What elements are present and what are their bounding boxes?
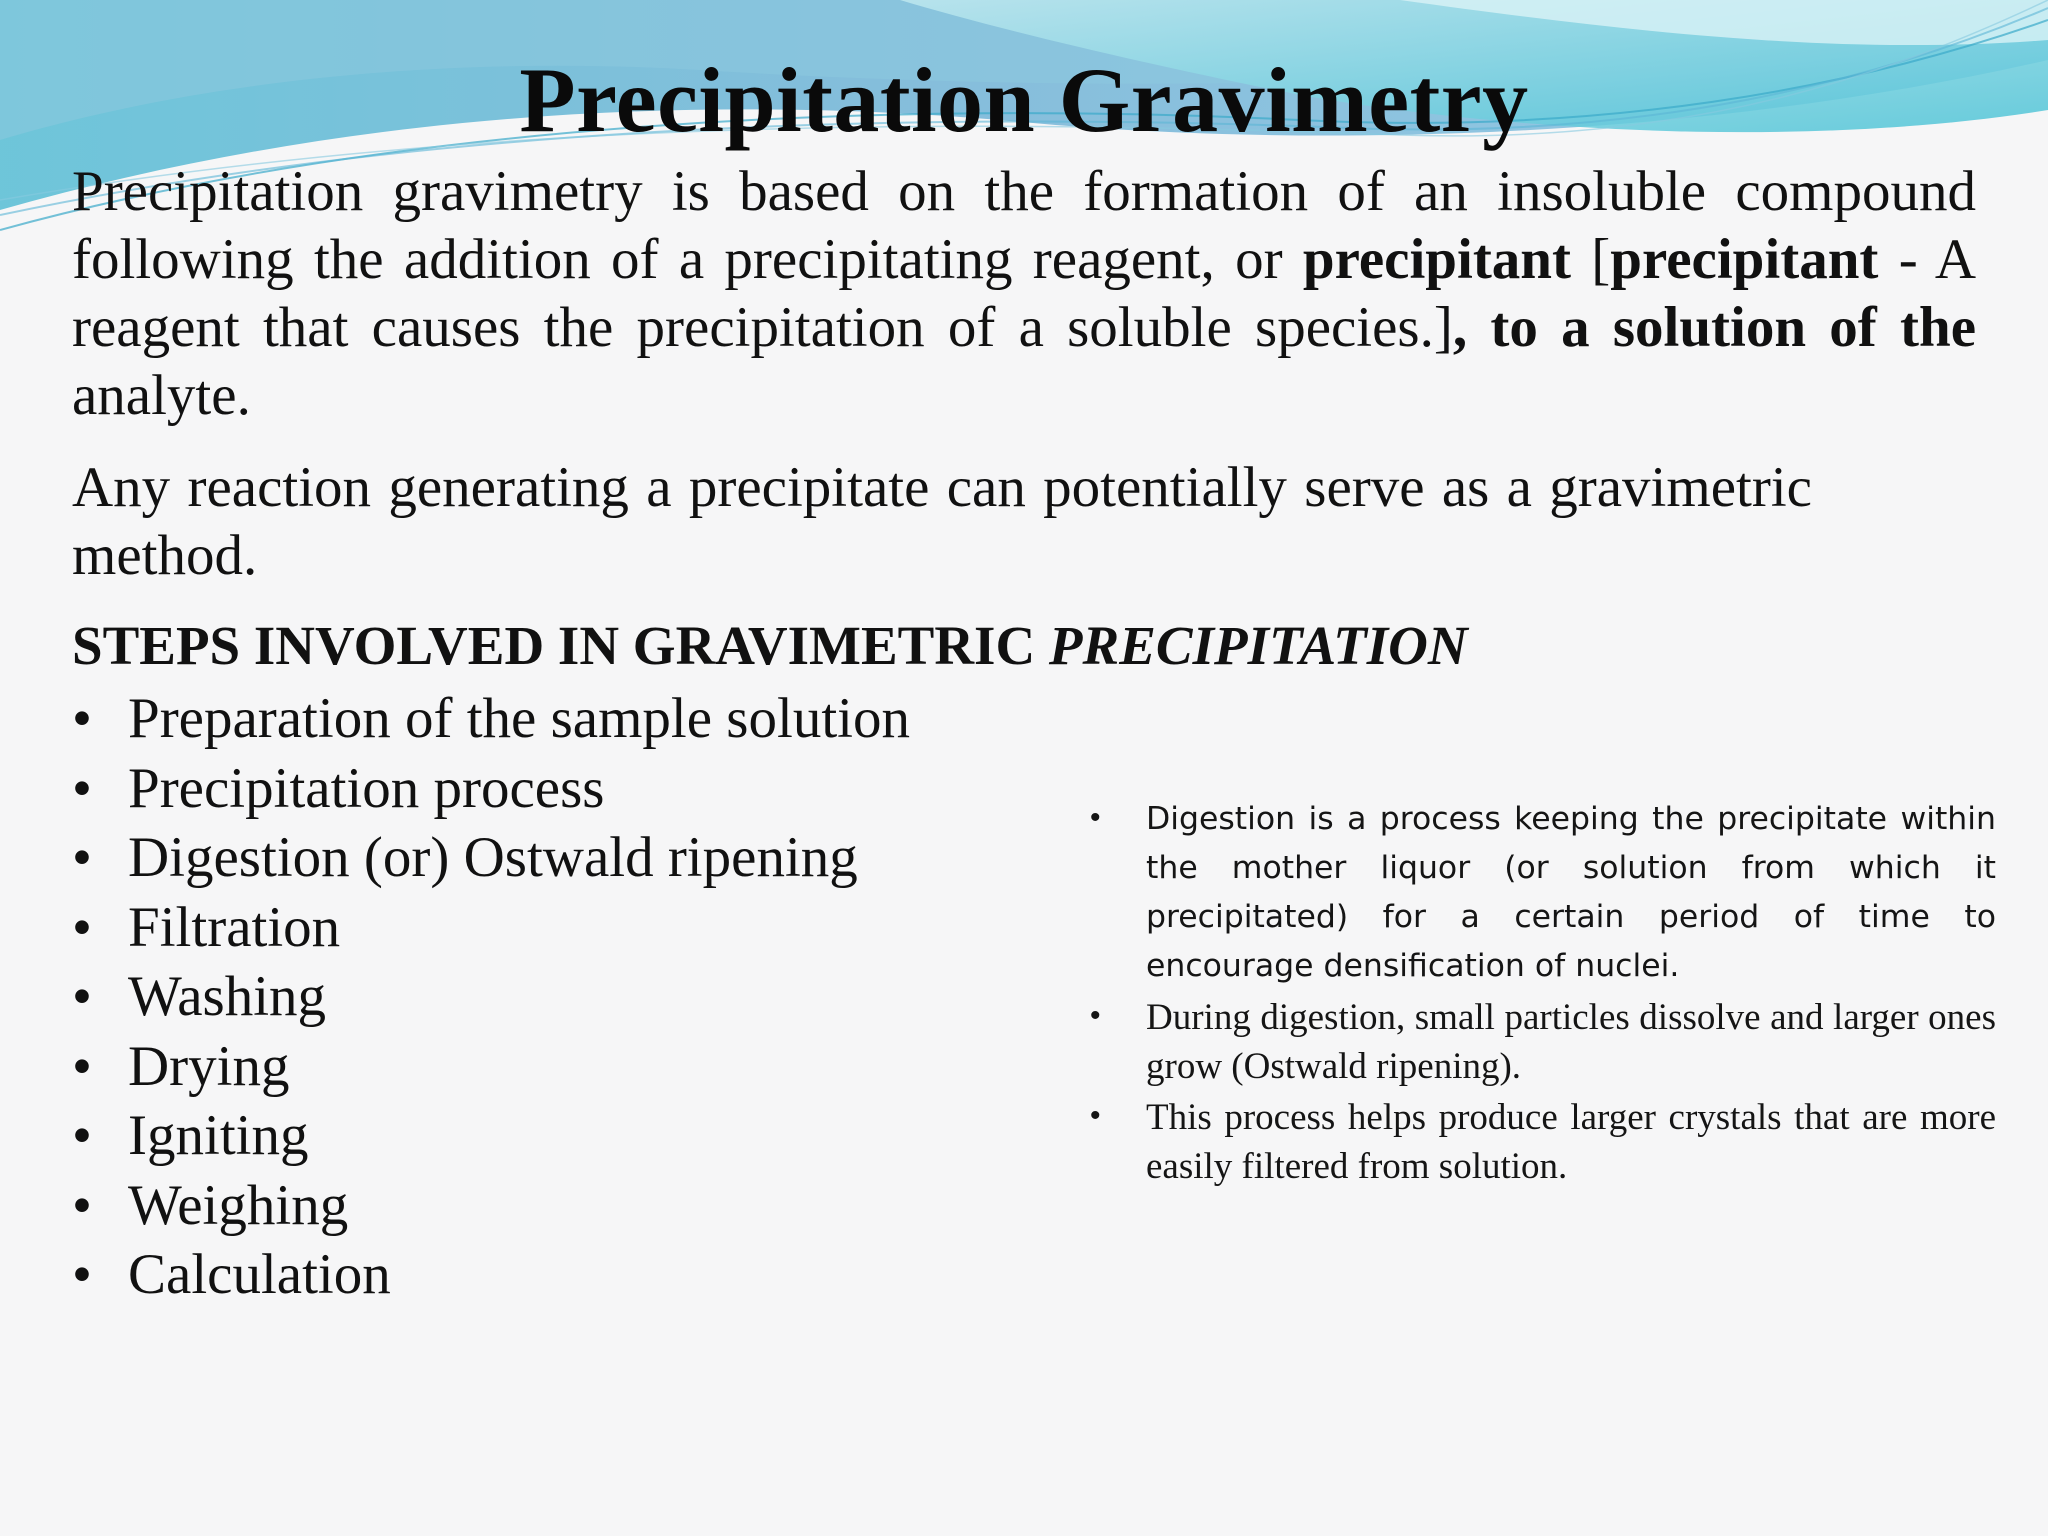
any-reaction-paragraph: Any reaction generating a precipitate can potentially serve as a gravimetric method. — [72, 456, 1812, 587]
slide-title: Precipitation Gravimetry — [519, 49, 1529, 151]
step-item — [72, 754, 910, 824]
step-item — [72, 1101, 910, 1171]
step-label: Washing — [128, 965, 327, 1028]
intro-bold-precipitant: precipitant — [1302, 228, 1571, 291]
note-text: During digestion, small particles dissolve and larger ones grow (Ostwald ripening). — [1146, 997, 1996, 1087]
steps-heading-italic: PRECIPITATION — [1048, 615, 1468, 676]
step-label: Digestion (or) Ostwald ripening — [128, 826, 858, 889]
step-item — [72, 893, 910, 963]
bullet-icon: • — [72, 826, 92, 889]
step-item — [72, 823, 910, 893]
step-label: Precipitation process — [128, 756, 605, 820]
step-label: Drying — [128, 1034, 290, 1098]
step-item — [72, 962, 910, 1032]
intro-paragraph — [72, 158, 1976, 430]
bullet-icon: • — [72, 1243, 92, 1306]
step-item — [72, 1171, 910, 1241]
bullet-icon: • — [72, 1104, 92, 1167]
intro-text-part: analyte. — [72, 364, 251, 427]
note-text: Digestion is a process keeping the precipitate within the mother liquor (or solution from which it precipitated) for a certain period of time to encourage densification of nuclei. — [1146, 801, 1996, 984]
step-label: Calculation — [128, 1243, 391, 1306]
bullet-icon: • — [72, 1173, 92, 1237]
intro-bold-solution: , to a solution of the — [1452, 296, 1976, 359]
bullet-icon: • — [72, 687, 92, 750]
steps-list — [72, 684, 910, 1310]
intro-bold-precipitant-definition: precipitant — [1610, 228, 1879, 291]
steps-heading-normal: STEPS INVOLVED IN GRAVIMETRIC — [72, 615, 1049, 676]
bullet-icon: • — [72, 756, 92, 820]
step-label: Preparation of the sample solution — [128, 687, 910, 750]
digestion-note — [1090, 1093, 1996, 1191]
step-label: Filtration — [128, 895, 341, 959]
step-label: Weighing — [128, 1173, 349, 1237]
note-text: This process helps produce larger crystals that are more easily filtered from solution. — [1146, 1097, 1996, 1187]
intro-text-part: Precipitation gravimetry is based on the formation of an insoluble compound following the addition of a precipitating reagent, or — [72, 160, 1976, 291]
intro-text-part: - A reagent that causes the precipitation of a soluble species.] — [72, 228, 1977, 359]
bullet-icon: • — [1090, 801, 1101, 834]
bullet-icon: • — [1090, 999, 1101, 1032]
bullet-icon: • — [72, 1034, 92, 1098]
step-item — [72, 1032, 910, 1102]
step-label: Igniting — [128, 1104, 309, 1167]
step-item — [72, 1240, 910, 1310]
step-item — [72, 684, 910, 754]
intro-text-part: [ — [1570, 228, 1611, 291]
digestion-notes-list — [1090, 795, 1996, 1193]
digestion-note — [1090, 993, 1996, 1091]
steps-heading — [72, 612, 1772, 680]
bullet-icon: • — [72, 895, 92, 959]
bullet-icon: • — [1090, 1099, 1101, 1132]
digestion-note — [1090, 795, 1996, 991]
bullet-icon: • — [72, 965, 92, 1028]
